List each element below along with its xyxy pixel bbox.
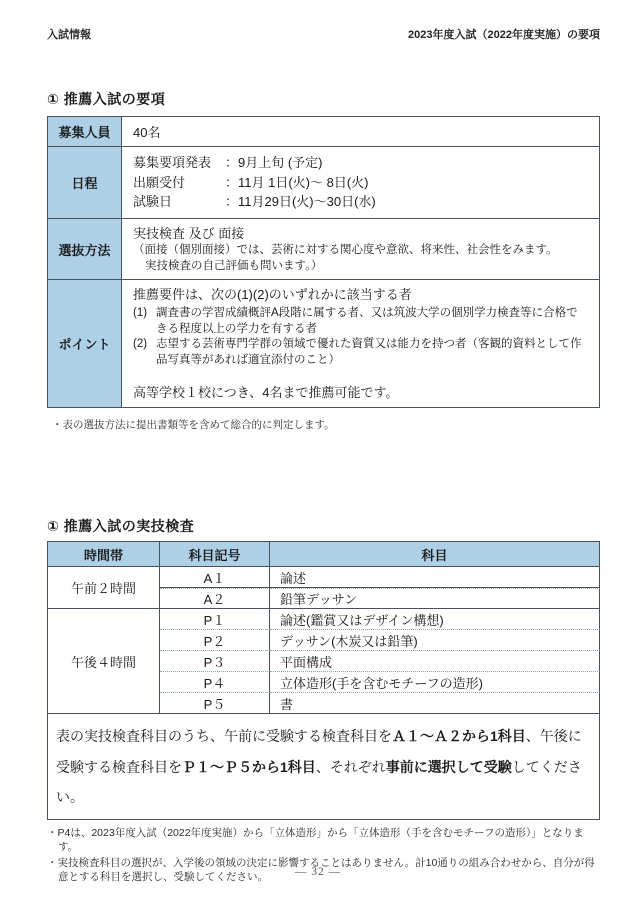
note-segment: 、午後に [525,728,582,744]
note-segment: 、それぞれ [315,758,386,775]
schedule-item-value: ：11月 1日(火)～ 8日(火) [225,174,369,190]
schedule-item-name: 試験日 [133,194,173,210]
selection-method-row [48,219,600,280]
points-item-text: 志望する芸術専門学群の領域で優れた資質又は能力を持つ者（客観的資料として作品写真等があれば適宜添付のこと） [156,338,582,366]
note-segment: 表の実技検査科目のうち、午前に受験する検査科目を [56,728,392,744]
subject-name: 立体造形(手を含むモチーフの造形) [270,672,600,693]
schedule-item [133,153,589,173]
exam-header-time: 時間帯 [48,542,160,567]
footnote: ・実技検査科目の選択が、入学後の領域の決定に影響することはありません。計10通りの組み合わせから、自分が得意とする科目を選択し、受験してください。 [47,856,595,883]
note-segment-bold: Ａ１～Ａ２から1科目 [392,728,526,744]
subject-code: P５ [160,693,270,714]
selection-note-line1: （面接（個別面接）では、芸術に対する関心度や意欲、将来性、社会性をみます。 [133,244,558,256]
header-doc-title: 2023年度入試（2022年度実施）の要項 [408,29,600,41]
selection-main-text: 実技検査 及び 面接 [133,226,245,241]
note-segment-bold: Ｐ１～Ｐ５から1科目 [182,758,316,775]
points-item-marker: (1) [133,307,148,319]
exam-header-row [48,542,600,567]
points-intro: 推薦要件は、次の(1)(2)のいずれかに該当する者 [133,287,412,302]
schedule-item [133,192,589,212]
note-segment: してください。 [56,758,582,805]
selection-label-cell: 選抜方法 [48,219,122,280]
subject-name: 平面構成 [270,651,600,672]
schedule-row [48,147,600,219]
table-row [48,567,600,588]
points-label-cell: ポイント [48,280,122,408]
note-segment-bold: 事前に選択して受験 [385,758,512,775]
points-item-1 [133,306,589,337]
schedule-item-value: ：11月29日(火)～30日(水) [225,194,376,210]
schedule-item-name: 出願受付 [133,174,186,190]
selection-note-line2: 実技検査の自己評価も問います。） [145,259,323,272]
subject-name: 鉛筆デッサン [270,588,600,609]
points-value-cell [122,280,600,408]
schedule-item-value: ：9月上旬 (予定) [225,155,323,171]
subject-name: 論述 [270,567,600,588]
schedule-item [133,173,589,193]
exam-header-code: 科目記号 [160,542,270,567]
table-row [48,609,600,630]
exam-header-subject: 科目 [270,542,600,567]
section2-title: ① 推薦入試の実技検査 [47,518,195,534]
afternoon-period-cell: 午後４時間 [48,609,160,714]
summary-table-footnote: ・表の選抜方法に提出書類等を含めて総合的に判定します。 [52,419,335,431]
subject-code: P４ [160,672,270,693]
subject-code: A１ [160,567,270,588]
subject-name: 論述(鑑賞又はデザイン構想) [270,609,600,630]
subject-code: P１ [160,609,270,630]
capacity-label-cell: 募集人員 [48,117,122,147]
subject-code: P２ [160,630,270,651]
exam-note-row [48,714,600,820]
schedule-value-cell [122,147,600,219]
points-item-marker: (2) [133,338,148,350]
note-segment: 受験する検査科目を [56,758,182,775]
exam-subjects-table [47,541,600,820]
selection-value-cell [122,219,600,280]
page-header [0,0,636,42]
section1-title: ① 推薦入試の要項 [47,91,166,107]
summary-table [47,116,600,408]
schedule-item-name: 募集要項発表 [133,155,212,171]
subject-code: P３ [160,651,270,672]
capacity-row [48,117,600,147]
points-item-2 [133,337,589,368]
capacity-value-cell: 40名 [122,117,600,147]
schedule-label-cell: 日程 [48,147,122,219]
subject-name: デッサン(木炭又は鉛筆) [270,630,600,651]
points-outro: 高等学校１校につき、4名まで推薦可能です。 [133,385,399,400]
subject-name: 書 [270,693,600,714]
footnote: ・P4は、2023年度入試（2022年度実施）から「立体造形」から「立体造形（手を含むモチーフの造形）」となります。 [47,826,584,853]
exam-selection-note [48,714,600,820]
morning-period-cell: 午前２時間 [48,567,160,609]
subject-code: A２ [160,588,270,609]
points-item-text: 調査書の学習成績概評A段階に属する者、又は筑波大学の個別学力検査等に合格できる程度以上の学力を有する者 [156,307,578,335]
points-row [48,280,600,408]
header-doc-type: 入試情報 [47,29,91,41]
page-number: — 32 — [294,866,342,878]
